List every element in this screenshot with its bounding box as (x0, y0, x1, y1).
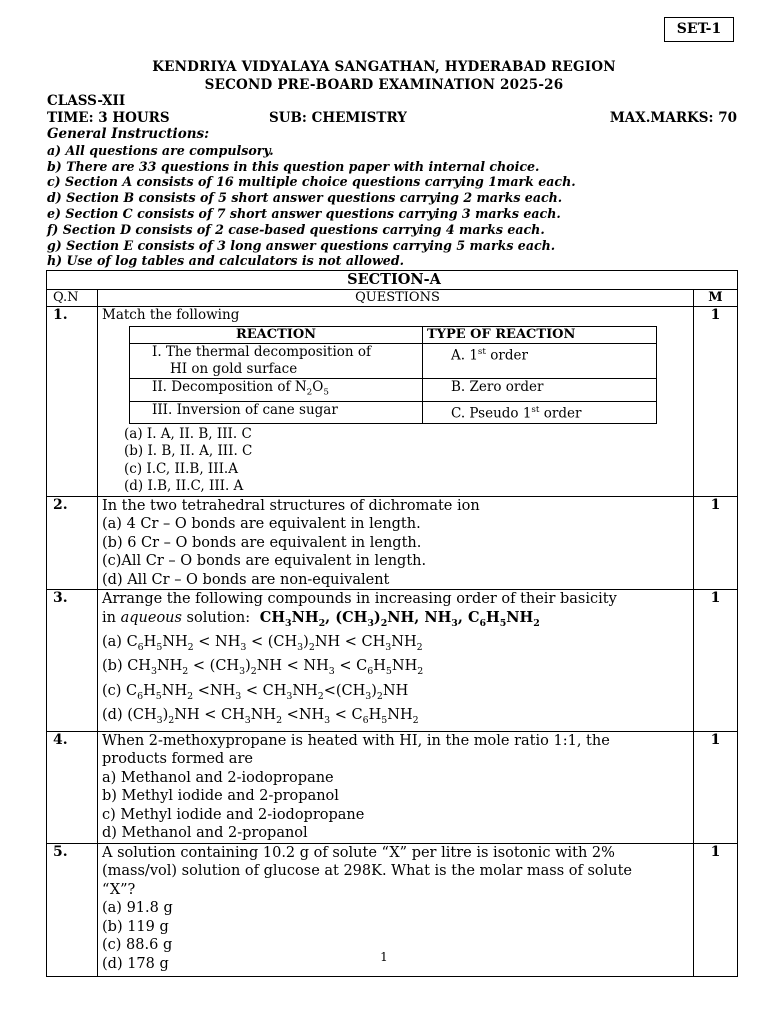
question-stem-cont: “X”? (102, 881, 136, 898)
instructions-title: General Instructions: (47, 126, 210, 142)
option: b) Methyl iodide and 2-propanol (102, 788, 339, 805)
option: c) Methyl iodide and 2-iodopropane (102, 806, 365, 823)
question-number: 5. (47, 843, 98, 977)
question-stem: A solution containing 10.2 g of solute “X” per litre is isotonic with 2% (102, 844, 615, 861)
option: (c) I.C, II.B, III.A (124, 460, 238, 477)
question-row-3 (47, 590, 738, 731)
option: (c)All Cr – O bonds are equivalent in length. (102, 553, 427, 570)
class-label: CLASS-XII (47, 93, 126, 109)
option: a) Methanol and 2-iodopropane (102, 769, 334, 786)
question-mark: 1 (694, 496, 738, 590)
question-number: 1. (47, 307, 98, 497)
type-a: A. 1st order (423, 343, 657, 378)
reaction-1-cont: HI on gold surface (170, 360, 298, 377)
question-mark: 1 (694, 843, 738, 977)
reaction-3: III. Inversion of cane sugar (130, 402, 423, 424)
option: d) Methanol and 2-propanol (102, 825, 308, 842)
option: (d) $(CH_3)_2NH < CH_3NH_2 <NH_3 < C_6H_5NH_2$ (102, 707, 419, 727)
instruction-item: d) Section B consists of 5 short answer questions carrying 2 marks each. (47, 190, 563, 206)
instruction-item: e) Section C consists of 7 short answer questions carrying 3 marks each. (47, 205, 561, 221)
instruction-item: a) All questions are compulsory. (47, 142, 274, 158)
set-label: SET-1 (664, 17, 734, 42)
question-table (46, 270, 738, 977)
match-table (129, 326, 657, 424)
col-header-qn: Q.N (47, 290, 98, 307)
option: (d) All Cr – O bonds are non-equivalent (102, 571, 390, 588)
option: (c) $C_6H_5NH_2 <NH_3 < CH_3NH_2<(CH_3)_2NH$ (102, 682, 409, 702)
question-row-4 (47, 731, 738, 843)
question-number: 3. (47, 590, 98, 731)
option: (a) 91.8 g (102, 900, 173, 917)
question-mark: 1 (694, 307, 738, 497)
question-row-2 (47, 496, 738, 590)
instruction-item: f) Section D consists of 2 case-based questions carrying 4 marks each. (47, 221, 545, 237)
general-instructions (47, 127, 576, 269)
instruction-item: g) Section E consists of 3 long answer questions carrying 5 marks each. (47, 237, 556, 253)
subject-label: SUB: CHEMISTRY (269, 110, 407, 126)
time-label: TIME: 3 HOURS (47, 110, 170, 126)
question-stem: In the two tetrahedral structures of dichromate ion (102, 497, 480, 514)
reaction-1: I. The thermal decomposition of (152, 343, 372, 360)
option: (b) 6 Cr – O bonds are equivalent in length. (102, 534, 422, 551)
question-stem-cont: products formed are (102, 751, 253, 768)
question-stem: Arrange the following compounds in increasing order of their basicity (102, 591, 617, 608)
question-mark: 1 (694, 731, 738, 843)
max-marks-label: MAX.MARKS: 70 (609, 110, 737, 126)
question-stem-cont: in aqueous solution: $CH_3NH_2$, $(CH_3)_2NH$, $NH_3$, $C_6H_5NH_2$ (102, 608, 540, 629)
col-header-marks: M (694, 290, 738, 307)
instruction-item: c) Section A consists of 16 multiple choice questions carrying 1mark each. (47, 174, 576, 190)
match-col-type: TYPE OF REACTION (423, 326, 657, 343)
option: (d) 178 g (102, 955, 169, 972)
section-title: SECTION-A (47, 271, 738, 290)
option: (a) I. A, II. B, III. C (124, 425, 252, 442)
type-c: C. Pseudo 1st order (423, 402, 657, 424)
option: (a) 4 Cr – O bonds are equivalent in length. (102, 516, 421, 533)
option: (b) I. B, II. A, III. C (124, 443, 253, 460)
question-number: 4. (47, 731, 98, 843)
exam-title: SECOND PRE-BOARD EXAMINATION 2025-26 (204, 77, 564, 93)
instruction-item: h) Use of log tables and calculators is not allowed. (47, 253, 405, 269)
option: (b) $CH_3NH_2 < (CH_3)_2NH < NH_3 < C_6H_5NH_2$ (102, 658, 424, 678)
option: (d) I.B, II.C, III. A (124, 478, 244, 495)
type-b: B. Zero order (423, 378, 657, 402)
question-stem: When 2-methoxypropane is heated with HI, in the mole ratio 1:1, the (102, 732, 610, 749)
col-header-questions: QUESTIONS (98, 290, 694, 307)
question-mark: 1 (694, 590, 738, 731)
match-col-reaction: REACTION (130, 326, 423, 343)
question-row-1 (47, 307, 738, 497)
question-stem: Match the following (102, 307, 240, 323)
option: (a) $C_6H_5NH_2 < NH_3 < (CH_3)_2NH < CH_3NH_2$ (102, 634, 423, 653)
question-stem-cont: (mass/vol) solution of glucose at 298K. What is the molar mass of solute (102, 863, 633, 880)
page-number: 1 (380, 950, 388, 964)
reaction-2: II. Decomposition of $N_2O_5$ (130, 378, 423, 402)
option: (b) 119 g (102, 918, 169, 935)
question-number: 2. (47, 496, 98, 590)
option: (c) 88.6 g (102, 937, 173, 954)
instruction-item: b) There are 33 questions in this question paper with internal choice. (47, 158, 540, 174)
org-title: KENDRIYA VIDYALAYA SANGATHAN, HYDERABAD REGION (152, 59, 616, 75)
